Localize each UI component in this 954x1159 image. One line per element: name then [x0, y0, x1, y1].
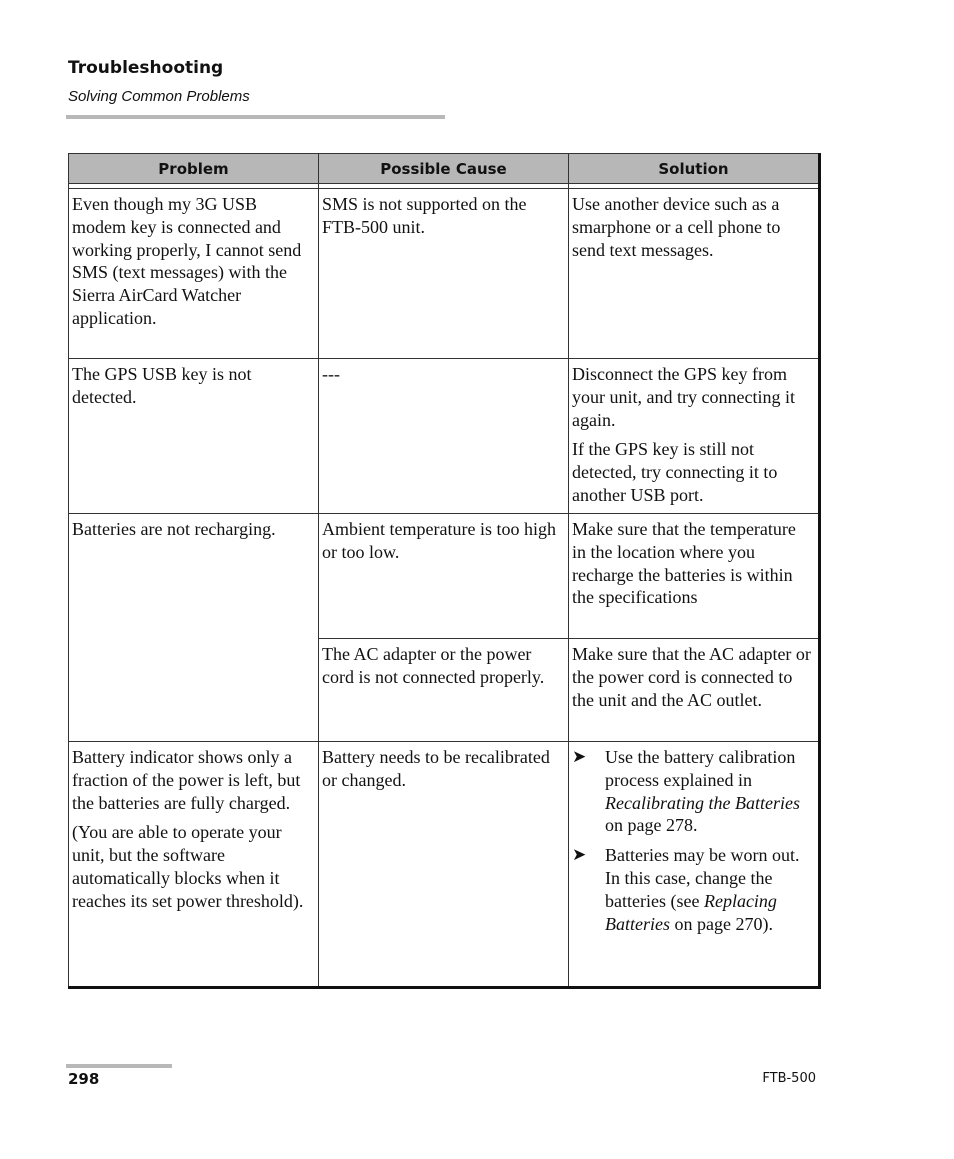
solution-bullet	[572, 844, 814, 935]
cause-cell: Ambient temperature is too high or too low.	[319, 514, 569, 639]
problem-cell: Even though my 3G USB modem key is connected and working properly, I cannot send SMS (text messages) with the Sierra AirCard Watcher application.	[69, 189, 319, 359]
table-row	[69, 514, 820, 639]
section-title: Troubleshooting	[68, 58, 224, 78]
solution-cell: Make sure that the AC adapter or the power cord is connected to the unit and the AC outlet.	[569, 639, 820, 742]
problem-paragraph: Battery indicator shows only a fraction of the power is left, but the batteries are fully charged.	[72, 747, 301, 813]
table-row	[69, 359, 820, 514]
bullet-text: Batteries may be worn out. In this case, change the batteries (see Replacing Batteries on page 270).	[605, 845, 800, 934]
column-header-problem: Problem	[69, 154, 319, 184]
cause-cell: ---	[319, 359, 569, 514]
cross-reference-link[interactable]: Replacing Batteries	[605, 890, 777, 934]
problem-paragraph: (You are able to operate your unit, but the software automatically blocks when it reaches its set power threshold).	[72, 822, 304, 911]
column-header-solution: Solution	[569, 154, 820, 184]
bullet-text: Use the battery calibration process explained in Recalibrating the Batteries on page 278.	[605, 747, 800, 836]
troubleshooting-table	[68, 153, 821, 989]
problem-cell: The GPS USB key is not detected.	[69, 359, 319, 514]
solution-cell	[569, 359, 820, 514]
solution-cell: Make sure that the temperature in the location where you recharge the batteries is within the specifications	[569, 514, 820, 639]
solution-bullet	[572, 746, 814, 837]
cause-cell: Battery needs to be recalibrated or changed.	[319, 742, 569, 988]
table-row	[69, 742, 820, 988]
arrow-bullet-icon: ➤	[572, 845, 587, 866]
table-row	[69, 189, 820, 359]
cause-cell: SMS is not supported on the FTB-500 unit.	[319, 189, 569, 359]
solution-paragraph: If the GPS key is still not detected, try connecting it to another USB port.	[572, 439, 778, 505]
solution-cell	[569, 742, 820, 988]
cause-cell: The AC adapter or the power cord is not connected properly.	[319, 639, 569, 742]
arrow-bullet-icon: ➤	[572, 747, 587, 767]
solution-cell: Use another device such as a smarphone or a cell phone to send text messages.	[569, 189, 820, 359]
solution-paragraph: Disconnect the GPS key from your unit, and try connecting it again.	[572, 364, 795, 430]
header-divider	[66, 115, 445, 119]
product-name: FTB-500	[762, 1071, 816, 1086]
problem-cell	[69, 742, 319, 988]
problem-cell: Batteries are not recharging.	[69, 514, 319, 742]
footer-divider	[66, 1064, 172, 1068]
cross-reference-link[interactable]: Recalibrating the Batteries	[605, 792, 800, 813]
column-header-cause: Possible Cause	[319, 154, 569, 184]
section-subtitle: Solving Common Problems	[68, 88, 250, 105]
page-number: 298	[68, 1070, 100, 1088]
table-header-row	[69, 154, 820, 184]
